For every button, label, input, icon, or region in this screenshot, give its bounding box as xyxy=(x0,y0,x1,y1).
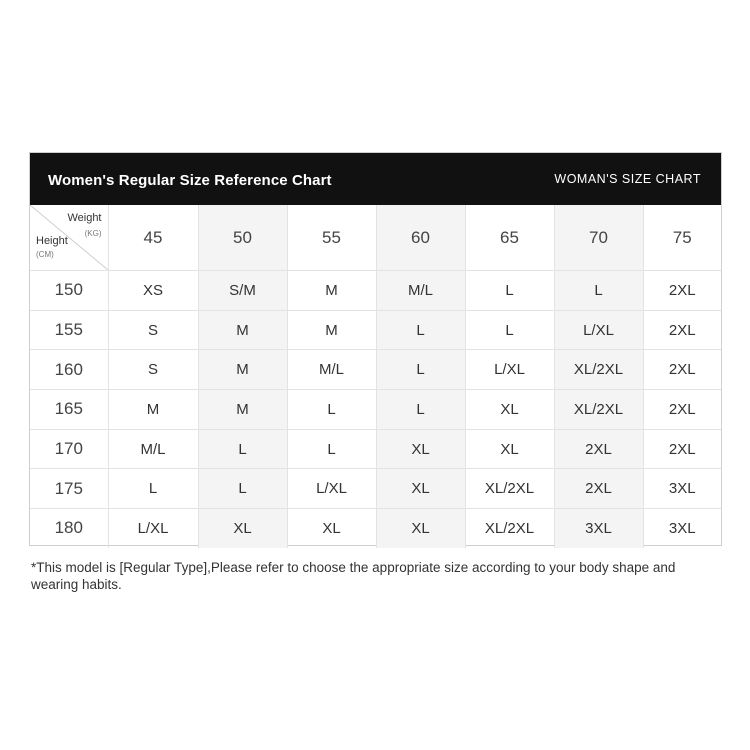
size-cell: L xyxy=(108,469,198,509)
size-cell: S xyxy=(108,350,198,390)
chart-title: Women's Regular Size Reference Chart xyxy=(48,172,332,189)
size-cell: 2XL xyxy=(643,429,721,469)
size-cell: L xyxy=(287,390,376,430)
weight-unit: (KG) xyxy=(84,229,102,238)
size-cell: M/L xyxy=(108,429,198,469)
size-cell: XL/2XL xyxy=(554,350,643,390)
weight-header: 50 xyxy=(198,205,287,271)
size-cell: M/L xyxy=(376,271,465,311)
size-cell: L xyxy=(376,310,465,350)
height-unit: (CM) xyxy=(36,250,54,259)
weight-header: 55 xyxy=(287,205,376,271)
size-cell: L/XL xyxy=(465,350,554,390)
size-cell: S xyxy=(108,310,198,350)
weight-header: 45 xyxy=(108,205,198,271)
size-cell: L xyxy=(287,429,376,469)
size-cell: M xyxy=(287,271,376,311)
size-cell: L xyxy=(198,429,287,469)
size-cell: M xyxy=(287,310,376,350)
table-row xyxy=(30,390,721,430)
size-cell: L xyxy=(376,390,465,430)
weight-label: Weight xyxy=(67,212,102,224)
size-cell: L/XL xyxy=(554,310,643,350)
size-cell: XL xyxy=(287,509,376,548)
size-cell: M/L xyxy=(287,350,376,390)
table-row xyxy=(30,469,721,509)
height-header: 180 xyxy=(30,509,108,548)
footnote: *This model is [Regular Type],Please refer to choose the appropriate size according to your body shape and wearing habits. xyxy=(31,560,676,592)
size-cell: 3XL xyxy=(643,469,721,509)
chart-header xyxy=(30,153,721,205)
size-cell: 2XL xyxy=(554,469,643,509)
size-cell: 2XL xyxy=(643,271,721,311)
table-row xyxy=(30,509,721,548)
size-cell: XL/2XL xyxy=(465,469,554,509)
size-cell: M xyxy=(108,390,198,430)
height-header: 170 xyxy=(30,429,108,469)
weight-header: 65 xyxy=(465,205,554,271)
size-cell: M xyxy=(198,390,287,430)
size-chart xyxy=(29,152,722,546)
size-cell: 2XL xyxy=(643,350,721,390)
size-cell: 2XL xyxy=(554,429,643,469)
size-cell: S/M xyxy=(198,271,287,311)
height-header: 160 xyxy=(30,350,108,390)
size-cell: L xyxy=(554,271,643,311)
size-cell: M xyxy=(198,310,287,350)
corner-cell xyxy=(30,205,108,271)
weight-header: 75 xyxy=(643,205,721,271)
table-row xyxy=(30,429,721,469)
size-cell: XL xyxy=(465,390,554,430)
table-row xyxy=(30,271,721,311)
size-cell: XL xyxy=(198,509,287,548)
size-cell: XL xyxy=(376,509,465,548)
size-cell: 3XL xyxy=(554,509,643,548)
weight-header-row xyxy=(30,205,721,271)
size-cell: XL xyxy=(376,469,465,509)
weight-header: 60 xyxy=(376,205,465,271)
size-cell: L xyxy=(376,350,465,390)
size-table xyxy=(30,205,721,548)
size-cell: L xyxy=(198,469,287,509)
height-header: 175 xyxy=(30,469,108,509)
size-cell: XL/2XL xyxy=(554,390,643,430)
height-header: 150 xyxy=(30,271,108,311)
size-cell: 2XL xyxy=(643,310,721,350)
size-cell: XL/2XL xyxy=(465,509,554,548)
size-cell: L xyxy=(465,310,554,350)
height-header: 155 xyxy=(30,310,108,350)
table-row xyxy=(30,350,721,390)
height-header: 165 xyxy=(30,390,108,430)
weight-header: 70 xyxy=(554,205,643,271)
size-cell: XS xyxy=(108,271,198,311)
size-cell: 2XL xyxy=(643,390,721,430)
size-cell: L/XL xyxy=(287,469,376,509)
size-cell: L/XL xyxy=(108,509,198,548)
size-cell: XL xyxy=(376,429,465,469)
size-cell: 3XL xyxy=(643,509,721,548)
size-cell: XL xyxy=(465,429,554,469)
chart-subtitle: WOMAN'S SIZE CHART xyxy=(554,172,701,186)
table-row xyxy=(30,310,721,350)
size-cell: M xyxy=(198,350,287,390)
height-label: Height xyxy=(36,235,68,247)
size-cell: L xyxy=(465,271,554,311)
